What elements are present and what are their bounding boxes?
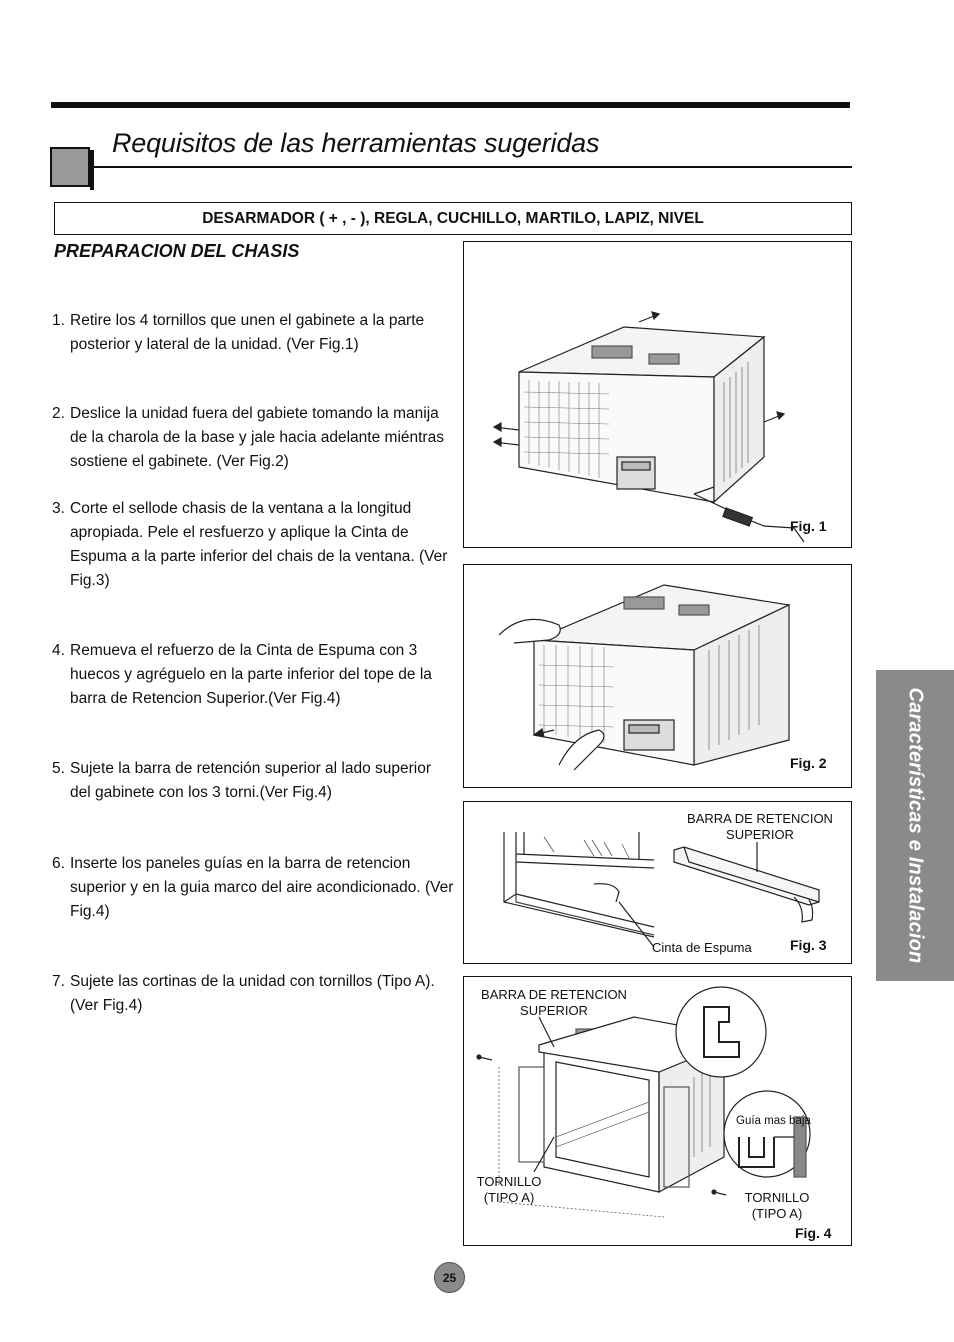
fig1-label: Fig. 1 [790,518,827,534]
tools-text: DESARMADOR ( + , - ), REGLA, CUCHILLO, MARTILO, LAPIZ, NIVEL [202,209,704,227]
step-number: 1. [52,312,65,329]
step-1 [52,309,454,357]
step-5 [52,757,454,805]
section-side-tab [876,670,954,981]
fig4-screw-left-line-2: (TIPO A) [483,1190,535,1205]
figure-4 [463,976,852,1246]
fig4-screw-right-label [742,1190,812,1222]
step-6 [52,852,454,924]
fig4-screw-right-line-1: TORNILLO [744,1190,810,1205]
top-rule [51,102,850,108]
step-number: 5. [52,760,65,777]
fig4-screw-left-label [474,1174,544,1206]
step-text: Sujete las cortinas de la unidad con tornillos (Tipo A).(Ver Fig.4) [70,973,435,1014]
page-number: 25 [434,1262,465,1293]
fig4-bar-label [469,987,639,1019]
title-marker [50,147,90,187]
fig4-bar-label-line-1: BARRA DE RETENCION [481,987,627,1002]
fig2-label: Fig. 2 [790,755,827,771]
fig2-illustration [464,565,850,786]
fig4-label: Fig. 4 [795,1225,832,1241]
fig3-bar-label-line-2: SUPERIOR [726,827,794,842]
figure-1 [463,241,852,548]
step-text: Corte el sellode chasis de la ventana a la longitud apropiada. Pele el resfuerzo y aplique la Cinta de Espuma a la parte inferior del chais de la ventana. (Ver Fig.3) [70,500,448,589]
step-text: Sujete la barra de retención superior al lado superior del gabinete con los 3 torni.(Ver Fig.4) [70,760,432,801]
step-text: Deslice la unidad fuera del gabiete tomando la manija de la charola de la base y jale hacia adelante miéntras sostiene el gabinete. (Ver Fig.2) [70,405,444,470]
fig1-illustration [464,242,850,546]
step-2 [52,402,454,474]
step-number: 3. [52,500,65,517]
tools-box [54,202,852,235]
fig4-screw-left-line-1: TORNILLO [476,1174,542,1189]
figure-2 [463,564,852,788]
step-number: 2. [52,405,65,422]
fig3-bar-label-line-1: BARRA DE RETENCION [687,811,833,826]
step-number: 6. [52,855,65,872]
step-number: 4. [52,642,65,659]
fig3-label: Fig. 3 [790,937,827,953]
step-text: Remueva el refuerzo de la Cinta de Espuma con 3 huecos y agréguelo en la parte inferior del tope de la barra de Retencion Superior.(Ver Fig.4) [70,642,432,707]
fig4-screw-right-line-2: (TIPO A) [751,1206,803,1221]
section-heading: PREPARACION DEL CHASIS [54,241,300,261]
figure-3 [463,801,852,964]
fig3-bar-label [670,811,850,843]
page-title: Requisitos de las herramientas sugeridas [112,128,600,158]
fig4-bar-label-line-2: SUPERIOR [520,1003,588,1018]
side-tab-text: Características e Instalacion [904,687,927,964]
step-3 [52,497,454,593]
step-7 [52,970,454,1018]
fig3-foam-label: Cinta de Espuma [652,940,752,955]
fig4-guide-label: Guía mas baja [736,1115,811,1127]
step-text: Retire los 4 tornillos que unen el gabinete a la parte posterior y lateral de la unidad. (Ver Fig.1) [70,312,425,353]
step-number: 7. [52,973,65,990]
title-rule [94,166,852,168]
step-text: Inserte los paneles guías en la barra de retencion superior y en la guia marco del aire acondicionado. (Ver Fig.4) [70,855,454,920]
step-4 [52,639,454,711]
title-marker-shadow [90,150,94,190]
